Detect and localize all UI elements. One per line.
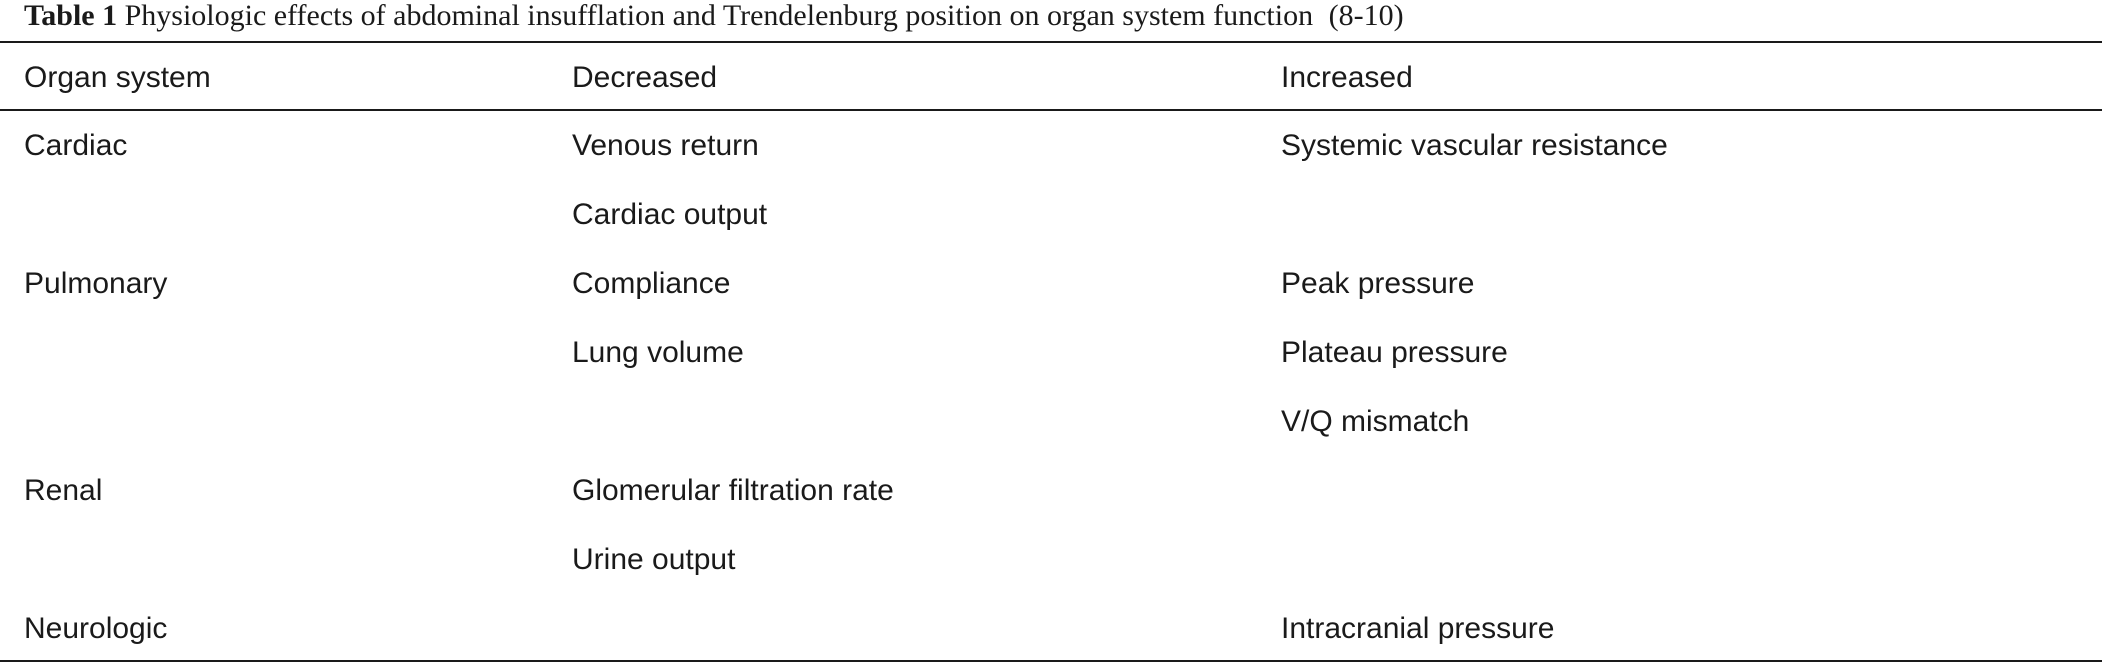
table-row [0, 180, 2102, 249]
cell-organ-system: Renal [24, 473, 103, 507]
header-row [0, 43, 2102, 112]
cell-organ-system: Pulmonary [24, 266, 168, 300]
cell-increased: V/Q mismatch [1281, 404, 1470, 438]
table-row [0, 249, 2102, 318]
cell-increased: Plateau pressure [1281, 335, 1508, 369]
cell-decreased [572, 387, 1281, 456]
table-row [0, 594, 2102, 663]
cell-increased [1281, 180, 2102, 249]
cell-decreased [572, 594, 1281, 663]
table-header [0, 43, 2102, 112]
cell-organ-system [0, 318, 572, 387]
table-row [0, 456, 2102, 525]
cell-increased [1281, 456, 2102, 525]
cell-organ-system: Cardiac [24, 128, 128, 162]
table-row [0, 387, 2102, 456]
cell-increased: Intracranial pressure [1281, 611, 1555, 645]
cell-organ-system [0, 180, 572, 249]
cell-increased: Peak pressure [1281, 266, 1475, 300]
header-organ-system: Organ system [24, 60, 211, 94]
bottom-rule [0, 660, 2102, 662]
table-caption [24, 0, 1404, 40]
header-increased: Increased [1281, 60, 1413, 94]
cell-decreased: Urine output [572, 542, 736, 576]
cell-organ-system [0, 525, 572, 594]
cell-decreased: Glomerular filtration rate [572, 473, 894, 507]
table-label: Table 1 [24, 0, 118, 32]
table-title: Physiologic effects of abdominal insufflation and Trendelenburg position on organ system function [124, 0, 1314, 32]
cell-decreased: Venous return [572, 128, 759, 162]
table-row [0, 318, 2102, 387]
cell-increased: Systemic vascular resistance [1281, 128, 1668, 162]
table-row [0, 525, 2102, 594]
cell-organ-system [0, 387, 572, 456]
table-references: (8-10) [1328, 0, 1404, 32]
cell-decreased: Compliance [572, 266, 731, 300]
table-body [0, 111, 2102, 663]
table-row [0, 111, 2102, 180]
cell-increased [1281, 525, 2102, 594]
cell-organ-system: Neurologic [24, 611, 168, 645]
header-decreased: Decreased [572, 60, 718, 94]
cell-decreased: Cardiac output [572, 197, 768, 231]
cell-decreased: Lung volume [572, 335, 744, 369]
